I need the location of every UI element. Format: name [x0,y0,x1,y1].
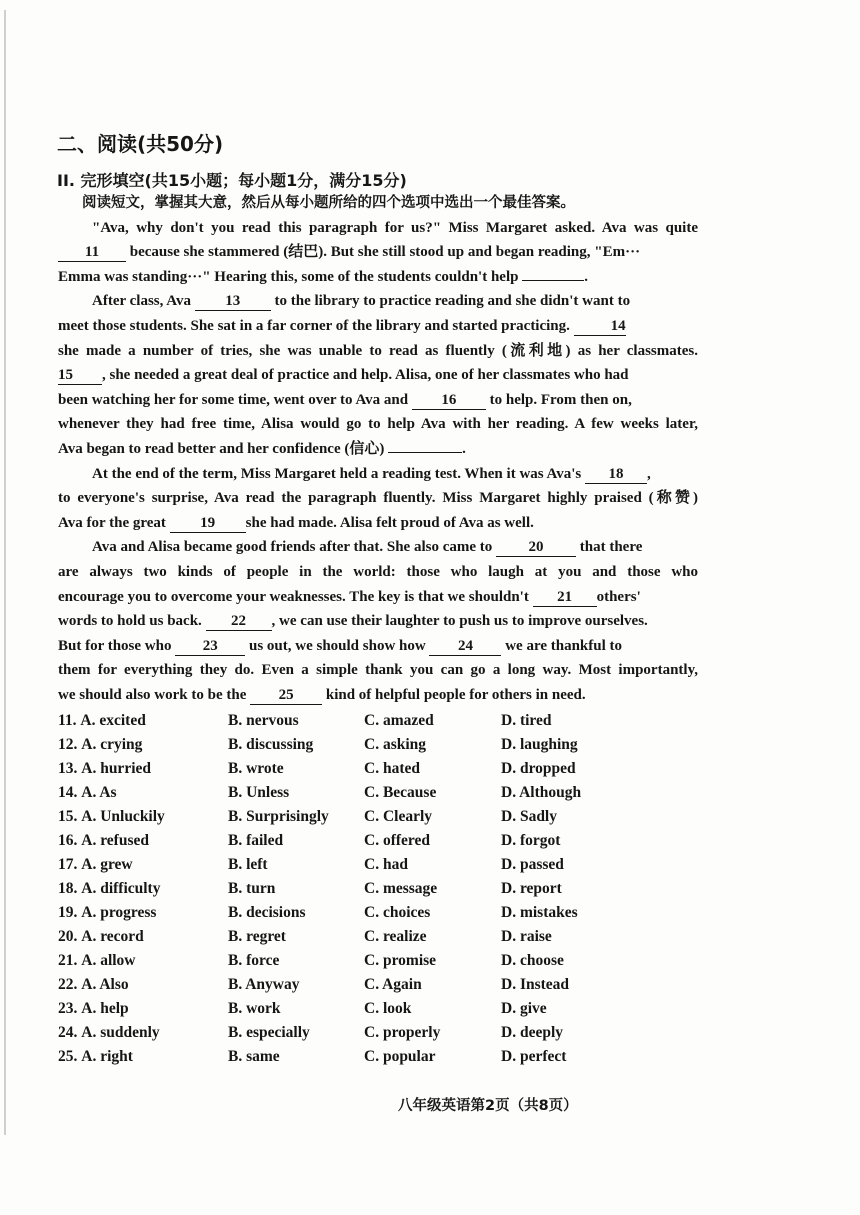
option-c[interactable]: C. amazed [364,712,434,729]
option-a[interactable]: A. crying [81,736,143,753]
option-row [58,949,621,973]
option-d[interactable]: D. Instead [501,976,570,993]
option-row [58,1045,621,1069]
section-title: 二、阅读(共50分) [57,132,224,156]
option-a[interactable]: A. suddenly [81,1024,160,1041]
passage-text: Ava and Alisa became good friends after that. She also came to [92,539,493,556]
passage-line [58,437,698,462]
passage-text: that there [579,539,643,556]
blank-22[interactable]: 22 [206,613,272,631]
passage-text: us out, we should show how [248,637,426,654]
option-c[interactable]: C. offered [364,832,430,849]
option-b[interactable]: B. discussing [228,736,314,753]
option-d[interactable]: D. deeply [501,1024,563,1041]
option-row [58,805,621,829]
passage-line: are always two kinds of people in the world: those who laugh at you and those who [58,563,698,580]
blank-15[interactable]: 15 [58,367,102,385]
passage-text: Ava for the great [58,514,166,531]
passage-line [58,265,698,290]
option-b[interactable]: B. Surprisingly [228,808,329,825]
passage-line [58,289,698,314]
option-a[interactable]: A. grew [81,856,133,873]
option-b[interactable]: B. left [228,856,268,873]
passage-text: But for those who [58,637,172,654]
option-row [58,901,621,925]
option-d[interactable]: D. report [501,880,562,897]
option-b[interactable]: B. especially [228,1024,310,1041]
option-b[interactable]: B. same [228,1048,280,1065]
passage-line: she made a number of tries, she was unable to read as fluently (流利地) as her classmates. [58,342,698,359]
passage-text: . [462,440,466,457]
option-row [58,1021,621,1045]
blank-12[interactable] [522,280,584,281]
question-number: 14. [58,784,78,801]
passage-text: Ava began to read better and her confidence (信心) [58,440,385,457]
passage-text: , [647,465,651,482]
passage-text: we should also work to be the [58,686,247,703]
question-number: 15. [58,808,78,825]
option-a[interactable]: A. Unluckily [81,808,165,825]
passage-text: meet those students. She sat in a far corner of the library and started practicing. [58,317,570,334]
option-b[interactable]: B. turn [228,880,276,897]
option-c[interactable]: C. Because [364,784,437,801]
passage-text: others' [596,588,641,605]
option-a[interactable]: A. progress [81,904,157,921]
question-number: 20. [58,928,78,945]
option-d[interactable]: D. perfect [501,1048,567,1065]
blank-18[interactable]: 18 [585,466,647,484]
option-d[interactable]: D. give [501,1000,547,1017]
option-a[interactable]: A. refused [81,832,149,849]
passage-text: words to hold us back. [58,613,202,630]
question-number: 17. [58,856,78,873]
question-number: 18. [58,880,78,897]
option-c[interactable]: C. message [364,880,438,897]
cloze-passage [58,191,698,707]
option-row [58,733,621,757]
passage-text: encourage you to overcome your weaknesses. The key is that we shouldn't [58,588,529,605]
passage-line: them for everything they do. Even a simple thank you can go a long way. Most importantly, [58,662,698,679]
option-c[interactable]: C. popular [364,1048,436,1065]
option-d[interactable]: D. forgot [501,832,561,849]
option-d[interactable]: D. passed [501,856,564,873]
option-c[interactable]: C. choices [364,904,431,921]
option-row [58,877,621,901]
passage-text: . [584,268,588,285]
option-b[interactable]: B. wrote [228,760,284,777]
passage-text: been watching her for some time, went over to Ava and [58,391,409,408]
answer-options [58,709,621,1069]
blank-24[interactable]: 24 [429,638,501,656]
option-b[interactable]: B. regret [228,928,286,945]
option-d[interactable]: D. Sadly [501,808,557,825]
page-edge-divider [4,10,6,1135]
question-number: 16. [58,832,78,849]
option-d[interactable]: D. raise [501,928,552,945]
option-d[interactable]: D. Although [501,784,582,801]
passage-text: , we can use their laughter to push us to improve ourselves. [271,613,648,630]
question-number: 21. [58,952,78,969]
option-d[interactable]: D. choose [501,952,564,969]
option-c[interactable]: C. promise [364,952,437,969]
question-number: 23. [58,1000,78,1017]
option-row [58,757,621,781]
option-c[interactable]: C. had [364,856,408,873]
option-a[interactable]: A. Also [81,976,129,993]
blank-14[interactable]: 14 [574,318,626,336]
option-a[interactable]: A. allow [81,952,136,969]
passage-line [58,683,698,708]
option-b[interactable]: B. nervous [228,712,299,729]
passage-text: because she stammered (结巴). But she still stood up and began reading, "Em··· [129,244,641,261]
passage-line [58,609,698,634]
option-b[interactable]: B. failed [228,832,284,849]
passage-line: "Ava, why don't you read this paragraph for us?" Miss Margaret asked. Ava was quite [92,219,698,236]
blank-16[interactable]: 16 [412,392,486,410]
question-number: 13. [58,760,78,777]
option-b[interactable]: B. Anyway [228,976,300,993]
option-b[interactable]: B. force [228,952,280,969]
option-a[interactable]: A. difficulty [81,880,161,897]
passage-text: she had made. Alisa felt proud of Ava as well. [245,514,534,531]
passage-line [58,634,698,659]
passage-text: we are thankful to [505,637,623,654]
passage-text: After class, Ava [92,293,192,310]
option-c[interactable]: C. Again [364,976,422,993]
option-b[interactable]: B. decisions [228,904,306,921]
option-d[interactable]: D. laughing [501,736,578,753]
passage-line [58,535,698,560]
passage-text: to help. From then on, [489,391,632,408]
blank-25[interactable]: 25 [250,687,322,705]
passage-text: At the end of the term, Miss Margaret held a reading test. When it was Ava's [92,465,582,482]
passage-line: to everyone's surprise, Ava read the paragraph fluently. Miss Margaret highly praised (称赞) [58,490,698,507]
passage-line [58,314,698,339]
option-c[interactable]: C. Clearly [364,808,433,825]
option-row [58,925,621,949]
option-c[interactable]: C. hated [364,760,420,777]
blank-19[interactable]: 19 [170,515,246,533]
passage-text: to the library to practice reading and she didn't want to [274,293,631,310]
option-d[interactable]: D. tired [501,712,552,729]
option-a[interactable]: A. record [81,928,144,945]
page-footer: 八年级英语第2页（共8页） [398,1098,578,1114]
cloze-heading: II. 完形填空(共15小题；每小题1分，满分15分) [57,171,407,190]
option-row [58,973,621,997]
option-row [58,853,621,877]
option-b[interactable]: B. Unless [228,784,290,801]
blank-11[interactable]: 11 [58,244,126,262]
question-number: 11. [58,712,77,729]
question-number: 22. [58,976,78,993]
option-a[interactable]: A. hurried [81,760,151,777]
passage-text: , she needed a great deal of practice and help. Alisa, one of her classmates who had [102,367,629,384]
question-number: 12. [58,736,78,753]
option-d[interactable]: D. mistakes [501,904,578,921]
question-number: 24. [58,1024,78,1041]
blank-13[interactable]: 13 [195,293,271,311]
option-row [58,997,621,1021]
blank-23[interactable]: 23 [175,638,245,656]
passage-line: whenever they had free time, Alisa would go to help Ava with her reading. A few weeks later, [58,416,698,433]
option-a[interactable]: A. help [81,1000,129,1017]
passage-line [58,462,698,487]
option-a[interactable]: A. right [81,1048,133,1065]
option-a[interactable]: A. excited [80,712,146,729]
instruction-line: 阅读短文，掌握其大意，然后从每小题所给的四个选项中选出一个最佳答案。 [82,195,575,211]
blank-21[interactable]: 21 [533,589,597,607]
question-number: 19. [58,904,78,921]
option-c[interactable]: C. properly [364,1024,441,1041]
option-c[interactable]: C. asking [364,736,427,753]
passage-line [58,388,698,413]
passage-line [58,511,698,536]
blank-20[interactable]: 20 [496,539,576,557]
passage-line [58,240,698,265]
option-c[interactable]: C. realize [364,928,427,945]
option-b[interactable]: B. work [228,1000,281,1017]
passage-line [58,363,698,388]
option-c[interactable]: C. look [364,1000,412,1017]
option-row [58,829,621,853]
option-a[interactable]: A. As [81,784,117,801]
passage-text: Emma was standing···" Hearing this, some of the students couldn't help [58,268,519,285]
option-d[interactable]: D. dropped [501,760,576,777]
question-number: 25. [58,1048,78,1065]
blank-17[interactable] [388,452,462,453]
option-row [58,781,621,805]
passage-text: kind of helpful people for others in need. [325,686,586,703]
passage-line [58,585,698,610]
option-row [58,709,621,733]
